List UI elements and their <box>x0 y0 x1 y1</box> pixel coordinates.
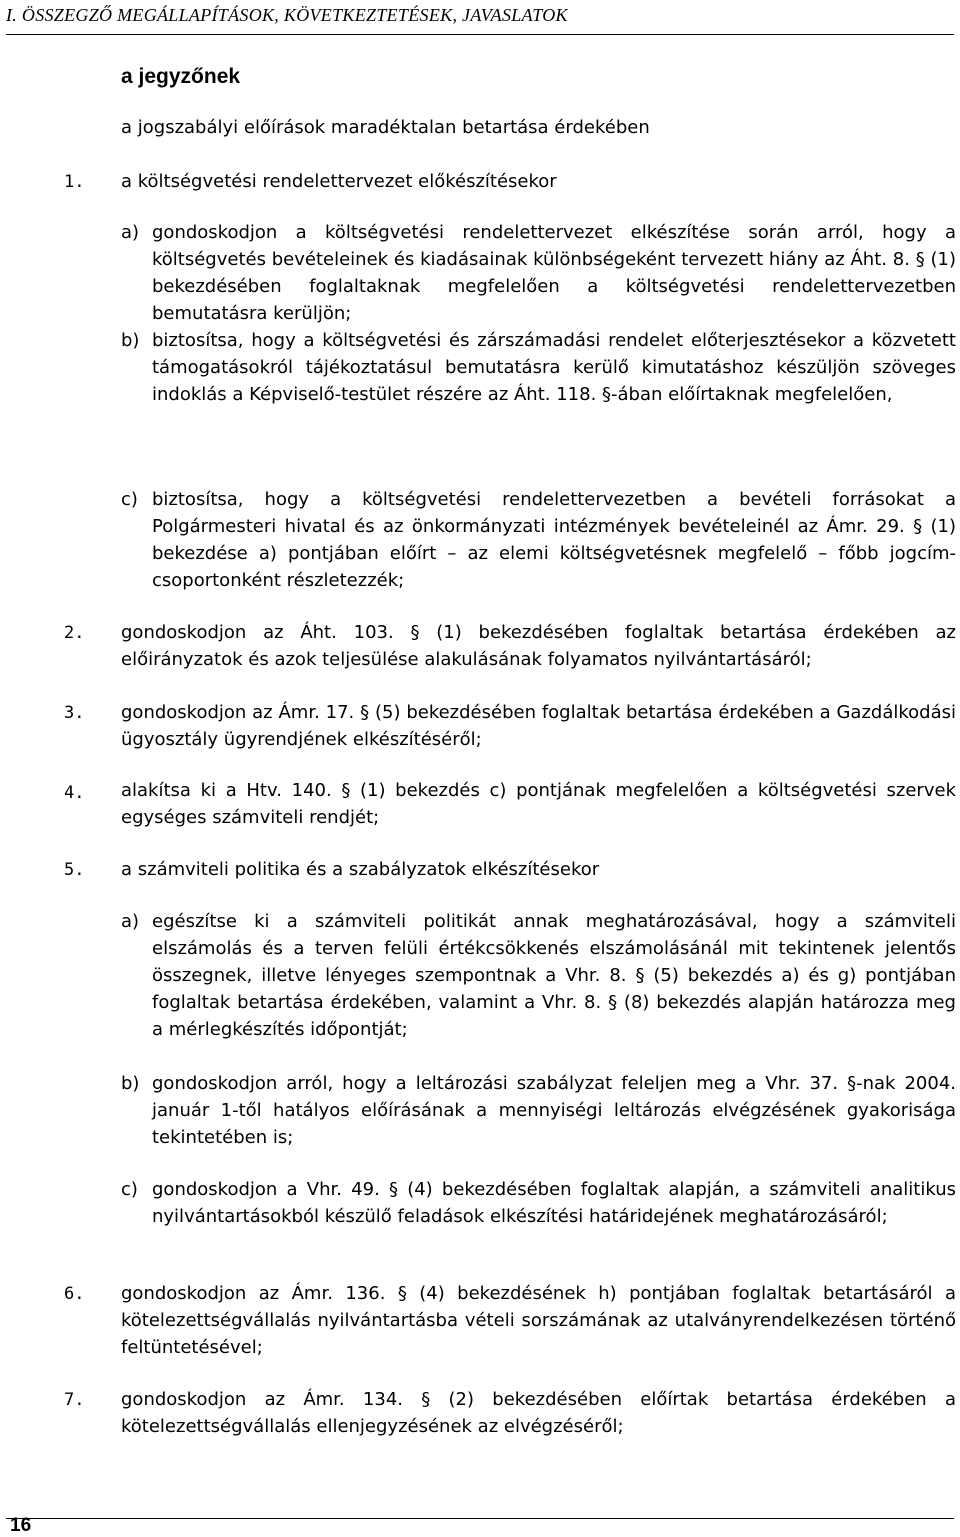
item-text-1: a költségvetési rendelettervezet előkészítésekor <box>121 171 557 192</box>
page-number: 16 <box>10 1515 32 1536</box>
item1-sub-label-b: b) <box>121 330 140 351</box>
item5-sub-text-b: gondoskodjon arról, hogy a leltározási szabályzat feleljen meg a Vhr. 37. §-nak 2004. január 1-től hatályos előírásának a mennyiségi leltározás elvégzésének gyakorisága tekintetében is; <box>152 1073 956 1148</box>
item5-sub-text-a: egészítse ki a számviteli politikát annak meghatározásával, hogy a számviteli elszámolás és a terven felüli értékcsökkenés elszámolásánál mit tekintenek jelentős összegnek, illetve lényeges szempontnak a Vhr. 8. § (5) bekezdés a) és g) pontjában foglaltak betartása érdekében, valamint a Vhr. 8. § (8) bekezdés alapján határozza meg a mérlegkészítés időpontját; <box>152 911 956 1040</box>
item5-sub-label-b: b) <box>121 1073 140 1094</box>
section-heading: a jegyzőnek <box>121 65 241 88</box>
item-text-7: gondoskodjon az Ámr. 134. § (2) bekezdésében előírtak betartása érdekében a kötelezettségvállalás ellenjegyzésének az elvégzéséről; <box>121 1389 956 1437</box>
item-number-3: 3. <box>64 703 85 723</box>
item5-sub-label-c: c) <box>121 1179 138 1200</box>
item-text-5: a számviteli politika és a szabályzatok elkészítésekor <box>121 859 600 880</box>
item-text-2: gondoskodjon az Áht. 103. § (1) bekezdésében foglaltak betartása érdekében az előirányzatok és azok teljesülése alakulásának folyamatos nyilvántartásáról; <box>121 622 956 670</box>
item5-sub-label-a: a) <box>121 911 140 932</box>
item-text-4: alakítsa ki a Htv. 140. § (1) bekezdés c) pontjának megfelelően a költségvetési szervek egységes számviteli rendjét; <box>121 780 956 828</box>
footer-rule <box>6 1518 954 1519</box>
page-header <box>6 2 954 35</box>
item1-sub-text-a: gondoskodjon a költségvetési rendelettervezet elkészítése során arról, hogy a költségvetés bevételeinek és kiadásainak különbségeként tervezett hiány az Áht. 8. § (1) bekezdésében foglaltaknak megfelelően a költségvetési rendelettervezetben bemutatásra kerüljön; <box>152 222 956 324</box>
item-number-2: 2. <box>64 623 85 643</box>
item1-sub-text-c: biztosítsa, hogy a költségvetési rendelettervezetben a bevételi forrásokat a Polgármesteri hivatal és az önkormányzati intézmények bevételeinél az Ámr. 29. § (1) bekezdése a) pontjában előírt – az elemi költségvetésnek megfelelő – főbb jogcím-csoportonként részletezzék; <box>152 489 956 591</box>
item-number-7: 7. <box>64 1390 85 1410</box>
item5-sub-text-c: gondoskodjon a Vhr. 49. § (4) bekezdésében foglaltak alapján, a számviteli analitikus nyilvántartásokból készülő feladások elkészítési határidejének meghatározásáról; <box>152 1179 956 1227</box>
item-number-4: 4. <box>64 783 85 803</box>
item1-sub-label-a: a) <box>121 222 140 243</box>
item-text-3: gondoskodjon az Ámr. 17. § (5) bekezdésében foglaltak betartása érdekében a Gazdálkodási ügyosztály ügyrendjének elkészítéséről; <box>121 702 956 750</box>
item-text-6: gondoskodjon az Ámr. 136. § (4) bekezdésének h) pontjában foglaltak betartásáról a kötelezettségvállalás nyilvántartásba vételi sorszámának az utalványrendelkezésen történő feltüntetésével; <box>121 1283 956 1358</box>
item1-sub-text-b: biztosítsa, hogy a költségvetési és zárszámadási rendelet előterjesztésekor a közvetett támogatásokról tájékoztatásul bemutatásra kerülő kimutatáshoz készüljön szöveges indoklás a Képviselő-testület részére az Áht. 118. §-ában előírtaknak megfelelően, <box>152 330 956 405</box>
intro-text: a jogszabályi előírások maradéktalan betartása érdekében <box>121 117 650 138</box>
header-title: I. ÖSSZEGZŐ MEGÁLLAPÍTÁSOK, KÖVETKEZTETÉSEK, JAVASLATOK <box>6 5 568 25</box>
item1-sub-label-c: c) <box>121 489 138 510</box>
item-number-6: 6. <box>64 1284 85 1304</box>
item-number-1: 1. <box>64 172 85 192</box>
item-number-5: 5. <box>64 860 85 880</box>
